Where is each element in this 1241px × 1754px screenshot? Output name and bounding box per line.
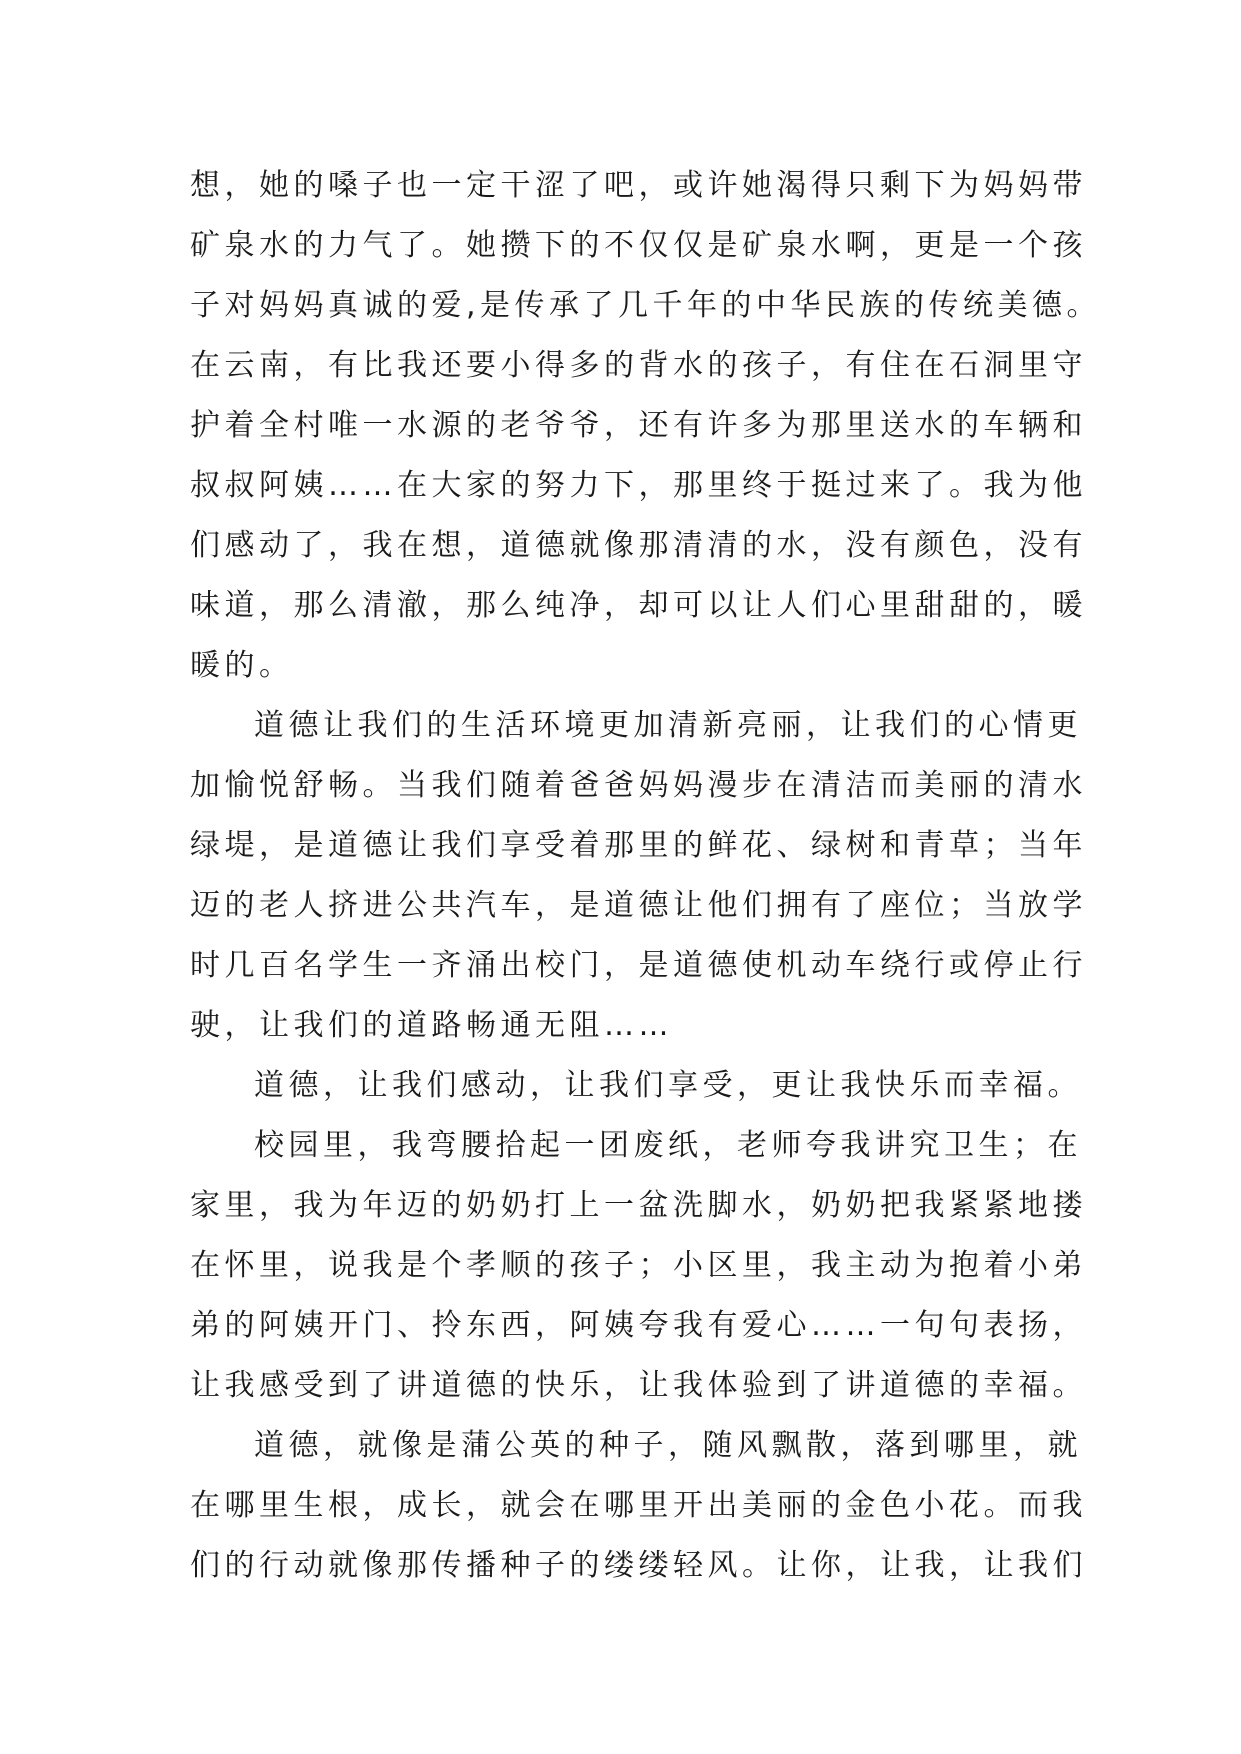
text-line: 在哪里生根，成长，就会在哪里开出美丽的金色小花。而我: [190, 1488, 1087, 1523]
paragraph-start-line: 道德，就像是蒲公英的种子，随风飘散，落到哪里，就: [254, 1428, 1082, 1463]
paragraph-start-line: 道德，让我们感动，让我们享受，更让我快乐而幸福。: [254, 1068, 1082, 1103]
document-body: [190, 156, 1102, 1596]
text-line: 子对妈妈真诚的爱,是传承了几千年的中华民族的传统美德。: [190, 288, 1102, 323]
paragraph-start-line: 校园里，我弯腰拾起一团废纸，老师夸我讲究卫生；在: [254, 1128, 1082, 1163]
text-line: 弟的阿姨开门、拎东西，阿姨夸我有爱心……一句句表扬，: [190, 1308, 1087, 1343]
text-line: 迈的老人挤进公共汽车，是道德让他们拥有了座位；当放学: [190, 888, 1087, 923]
text-line: 护着全村唯一水源的老爷爷，还有许多为那里送水的车辆和: [190, 408, 1087, 443]
text-line: 在怀里，说我是个孝顺的孩子；小区里，我主动为抱着小弟: [190, 1248, 1087, 1283]
text-line: 味道，那么清澈，那么纯净，却可以让人们心里甜甜的，暖: [190, 588, 1087, 623]
text-line: 暖的。: [190, 648, 294, 683]
text-line: 家里，我为年迈的奶奶打上一盆洗脚水，奶奶把我紧紧地搂: [190, 1188, 1087, 1223]
text-line: 加愉悦舒畅。当我们随着爸爸妈妈漫步在清洁而美丽的清水: [190, 768, 1087, 803]
text-line: 想，她的嗓子也一定干涩了吧，或许她渴得只剩下为妈妈带: [190, 168, 1087, 203]
text-line: 叔叔阿姨……在大家的努力下，那里终于挺过来了。我为他: [190, 468, 1087, 503]
text-line: 绿堤，是道德让我们享受着那里的鲜花、绿树和青草；当年: [190, 828, 1087, 863]
text-line: 让我感受到了讲道德的快乐，让我体验到了讲道德的幸福。: [190, 1368, 1087, 1403]
text-line: 在云南，有比我还要小得多的背水的孩子，有住在石洞里守: [190, 348, 1087, 383]
text-line: 驶，让我们的道路畅通无阻……: [190, 1008, 673, 1043]
text-line: 时几百名学生一齐涌出校门，是道德使机动车绕行或停止行: [190, 948, 1087, 983]
text-line: 们的行动就像那传播种子的缕缕轻风。让你，让我，让我们: [190, 1548, 1087, 1583]
text-line: 们感动了，我在想，道德就像那清清的水，没有颜色，没有: [190, 528, 1087, 563]
text-line: 矿泉水的力气了。她攒下的不仅仅是矿泉水啊，更是一个孩: [190, 228, 1087, 263]
paragraph-start-line: 道德让我们的生活环境更加清新亮丽，让我们的心情更: [254, 708, 1082, 743]
